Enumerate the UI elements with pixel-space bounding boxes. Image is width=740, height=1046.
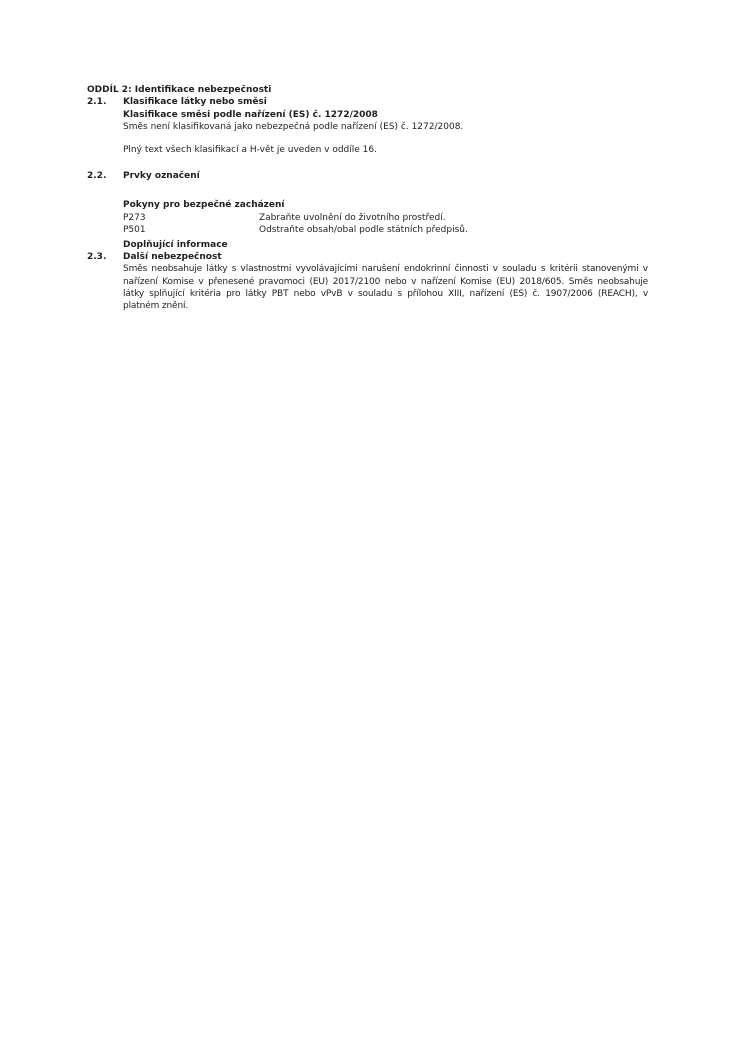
subsection-2-2-heading [87,170,648,182]
classification-statement: Směs není klasifikovaná jako nebezpečná podle nařízení (ES) č. 1272/2008. [123,122,464,133]
subsection-2-2-number: 2.2. [87,171,107,182]
p-statement-row [123,224,648,236]
subsection-2-3-heading [87,251,648,263]
classification-sub-heading: Klasifikace směsi podle nařízení (ES) č. 1272/2008 [123,109,378,120]
subsection-2-2-title: Prvky označení [123,171,200,182]
full-text-note: Plný text všech klasifikací a H-vět je uveden v oddíle 16. [123,144,377,155]
p-statement-text: Zabraňte uvolnění do životního prostředí. [259,212,446,223]
other-hazards-paragraph [123,263,648,312]
subsection-2-1-number: 2.1. [87,97,107,108]
subsection-2-1-title: Klasifikace látky nebo směsi [123,97,267,108]
paragraph-line: Směs neobsahuje látky s vlastnostmi vyvolávajícími narušení endokrinní činnosti v souladu s kritérii stanovenými v [123,264,648,275]
p-statement-text: Odstraňte obsah/obal podle státních předpisů. [259,225,468,236]
p-statement-code: P273 [123,212,146,223]
additional-info-heading: Doplňující informace [123,239,228,250]
subsection-2-3-number: 2.3. [87,252,107,263]
p-statement-row [123,212,648,224]
section-2-block [87,84,648,312]
subsection-2-3-title: Další nebezpečnost [123,252,222,263]
paragraph-line: látky splňující kritéria pro látky PBT nebo vPvB v souladu s přílohou XIII, nařízení (ES) č. 1907/2006 (REACH), v [123,288,648,299]
paragraph-line: nařízení Komise v přenesené pravomoci (EU) 2017/2100 nebo v nařízení Komise (EU) 2018/605. Směs neobsahuje [123,276,648,287]
paragraph-line: platném znění. [123,301,189,312]
p-statement-code: P501 [123,225,146,236]
precautionary-statements-heading: Pokyny pro bezpečné zacházení [123,200,285,211]
section-heading: ODDÍL 2: Identifikace nebezpečnosti [87,85,272,95]
subsection-2-1-heading [87,96,648,108]
